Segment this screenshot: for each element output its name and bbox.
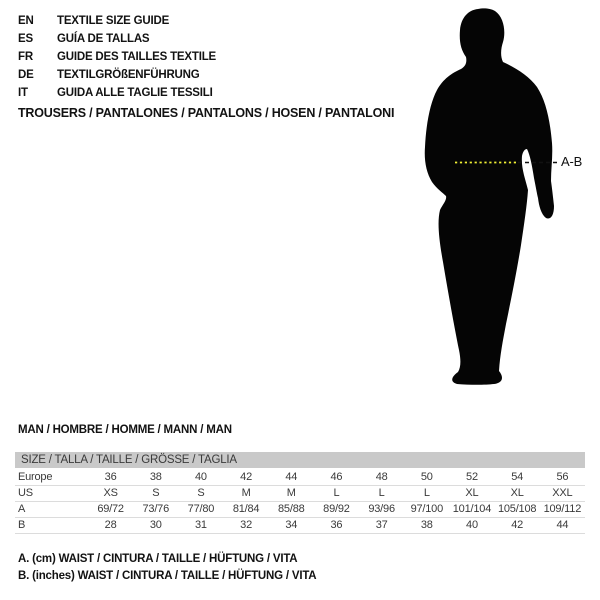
language-row	[18, 66, 216, 84]
language-title: GUÍA DE TALLAS	[57, 33, 150, 45]
table-row	[15, 485, 585, 501]
size-cell: 32	[224, 517, 269, 533]
size-cell: XL	[495, 485, 540, 501]
language-code: IT	[18, 87, 28, 99]
size-cell: 73/76	[133, 501, 178, 517]
size-cell: 44	[269, 469, 314, 485]
row-label: A	[15, 501, 88, 517]
row-label: B	[15, 517, 88, 533]
size-cell: 28	[88, 517, 133, 533]
size-cell: 105/108	[495, 501, 540, 517]
size-cell: XXL	[540, 485, 585, 501]
figure-area	[418, 2, 600, 394]
size-table	[15, 452, 585, 534]
size-cell: 31	[178, 517, 223, 533]
size-cell: 93/96	[359, 501, 404, 517]
size-cell: 48	[359, 469, 404, 485]
size-cell: 101/104	[449, 501, 494, 517]
man-silhouette-path	[425, 8, 554, 384]
language-code: ES	[18, 33, 33, 45]
size-cell: 40	[178, 469, 223, 485]
table-row	[15, 517, 585, 533]
language-code: DE	[18, 69, 34, 81]
language-row	[18, 84, 216, 102]
language-row	[18, 30, 216, 48]
language-code: EN	[18, 15, 34, 27]
size-cell: 34	[269, 517, 314, 533]
size-cell: XS	[88, 485, 133, 501]
size-cell: 69/72	[88, 501, 133, 517]
size-cell: 40	[449, 517, 494, 533]
footnote-line: B. (inches) WAIST / CINTURA / TAILLE / HÜFTUNG / VITA	[18, 570, 317, 582]
size-cell: 38	[133, 469, 178, 485]
size-cell: 81/84	[224, 501, 269, 517]
size-table-grid	[15, 469, 585, 534]
size-cell: 56	[540, 469, 585, 485]
language-code: FR	[18, 51, 33, 63]
size-cell: 89/92	[314, 501, 359, 517]
size-cell: S	[178, 485, 223, 501]
language-title: TEXTILE SIZE GUIDE	[57, 15, 170, 27]
measure-label: A-B	[561, 154, 583, 169]
size-table-body	[15, 469, 585, 533]
language-row	[18, 12, 216, 30]
size-cell: 46	[314, 469, 359, 485]
size-cell: L	[404, 485, 449, 501]
size-cell: 38	[404, 517, 449, 533]
size-cell: 97/100	[404, 501, 449, 517]
language-title: GUIDA ALLE TAGLIE TESSILI	[57, 87, 213, 99]
size-cell: 36	[88, 469, 133, 485]
table-row	[15, 501, 585, 517]
size-cell: 54	[495, 469, 540, 485]
footnote-line: A. (cm) WAIST / CINTURA / TAILLE / HÜFTUNG / VITA	[18, 553, 298, 565]
size-cell: M	[224, 485, 269, 501]
size-cell: 42	[224, 469, 269, 485]
language-list	[18, 12, 216, 102]
size-cell: 30	[133, 517, 178, 533]
size-cell: 85/88	[269, 501, 314, 517]
language-title: TEXTILGRÖßENFÜHRUNG	[57, 69, 200, 81]
size-cell: 44	[540, 517, 585, 533]
size-cell: L	[314, 485, 359, 501]
size-cell: 42	[495, 517, 540, 533]
man-silhouette-icon	[418, 2, 583, 394]
category-title: TROUSERS / PANTALONES / PANTALONS / HOSEN / PANTALONI	[18, 106, 395, 120]
footnotes	[18, 551, 316, 585]
size-cell: 37	[359, 517, 404, 533]
size-cell: 109/112	[540, 501, 585, 517]
section-title: MAN / HOMBRE / HOMME / MANN / MAN	[18, 424, 232, 436]
size-cell: 52	[449, 469, 494, 485]
row-label: Europe	[15, 469, 88, 485]
table-row	[15, 469, 585, 485]
size-cell: 50	[404, 469, 449, 485]
language-row	[18, 48, 216, 66]
size-cell: M	[269, 485, 314, 501]
size-cell: XL	[449, 485, 494, 501]
size-table-header: SIZE / TALLA / TAILLE / GRÖSSE / TAGLIA	[15, 452, 585, 468]
size-cell: S	[133, 485, 178, 501]
size-cell: 36	[314, 517, 359, 533]
size-cell: L	[359, 485, 404, 501]
size-cell: 77/80	[178, 501, 223, 517]
row-label: US	[15, 485, 88, 501]
language-title: GUIDE DES TAILLES TEXTILE	[57, 51, 216, 63]
